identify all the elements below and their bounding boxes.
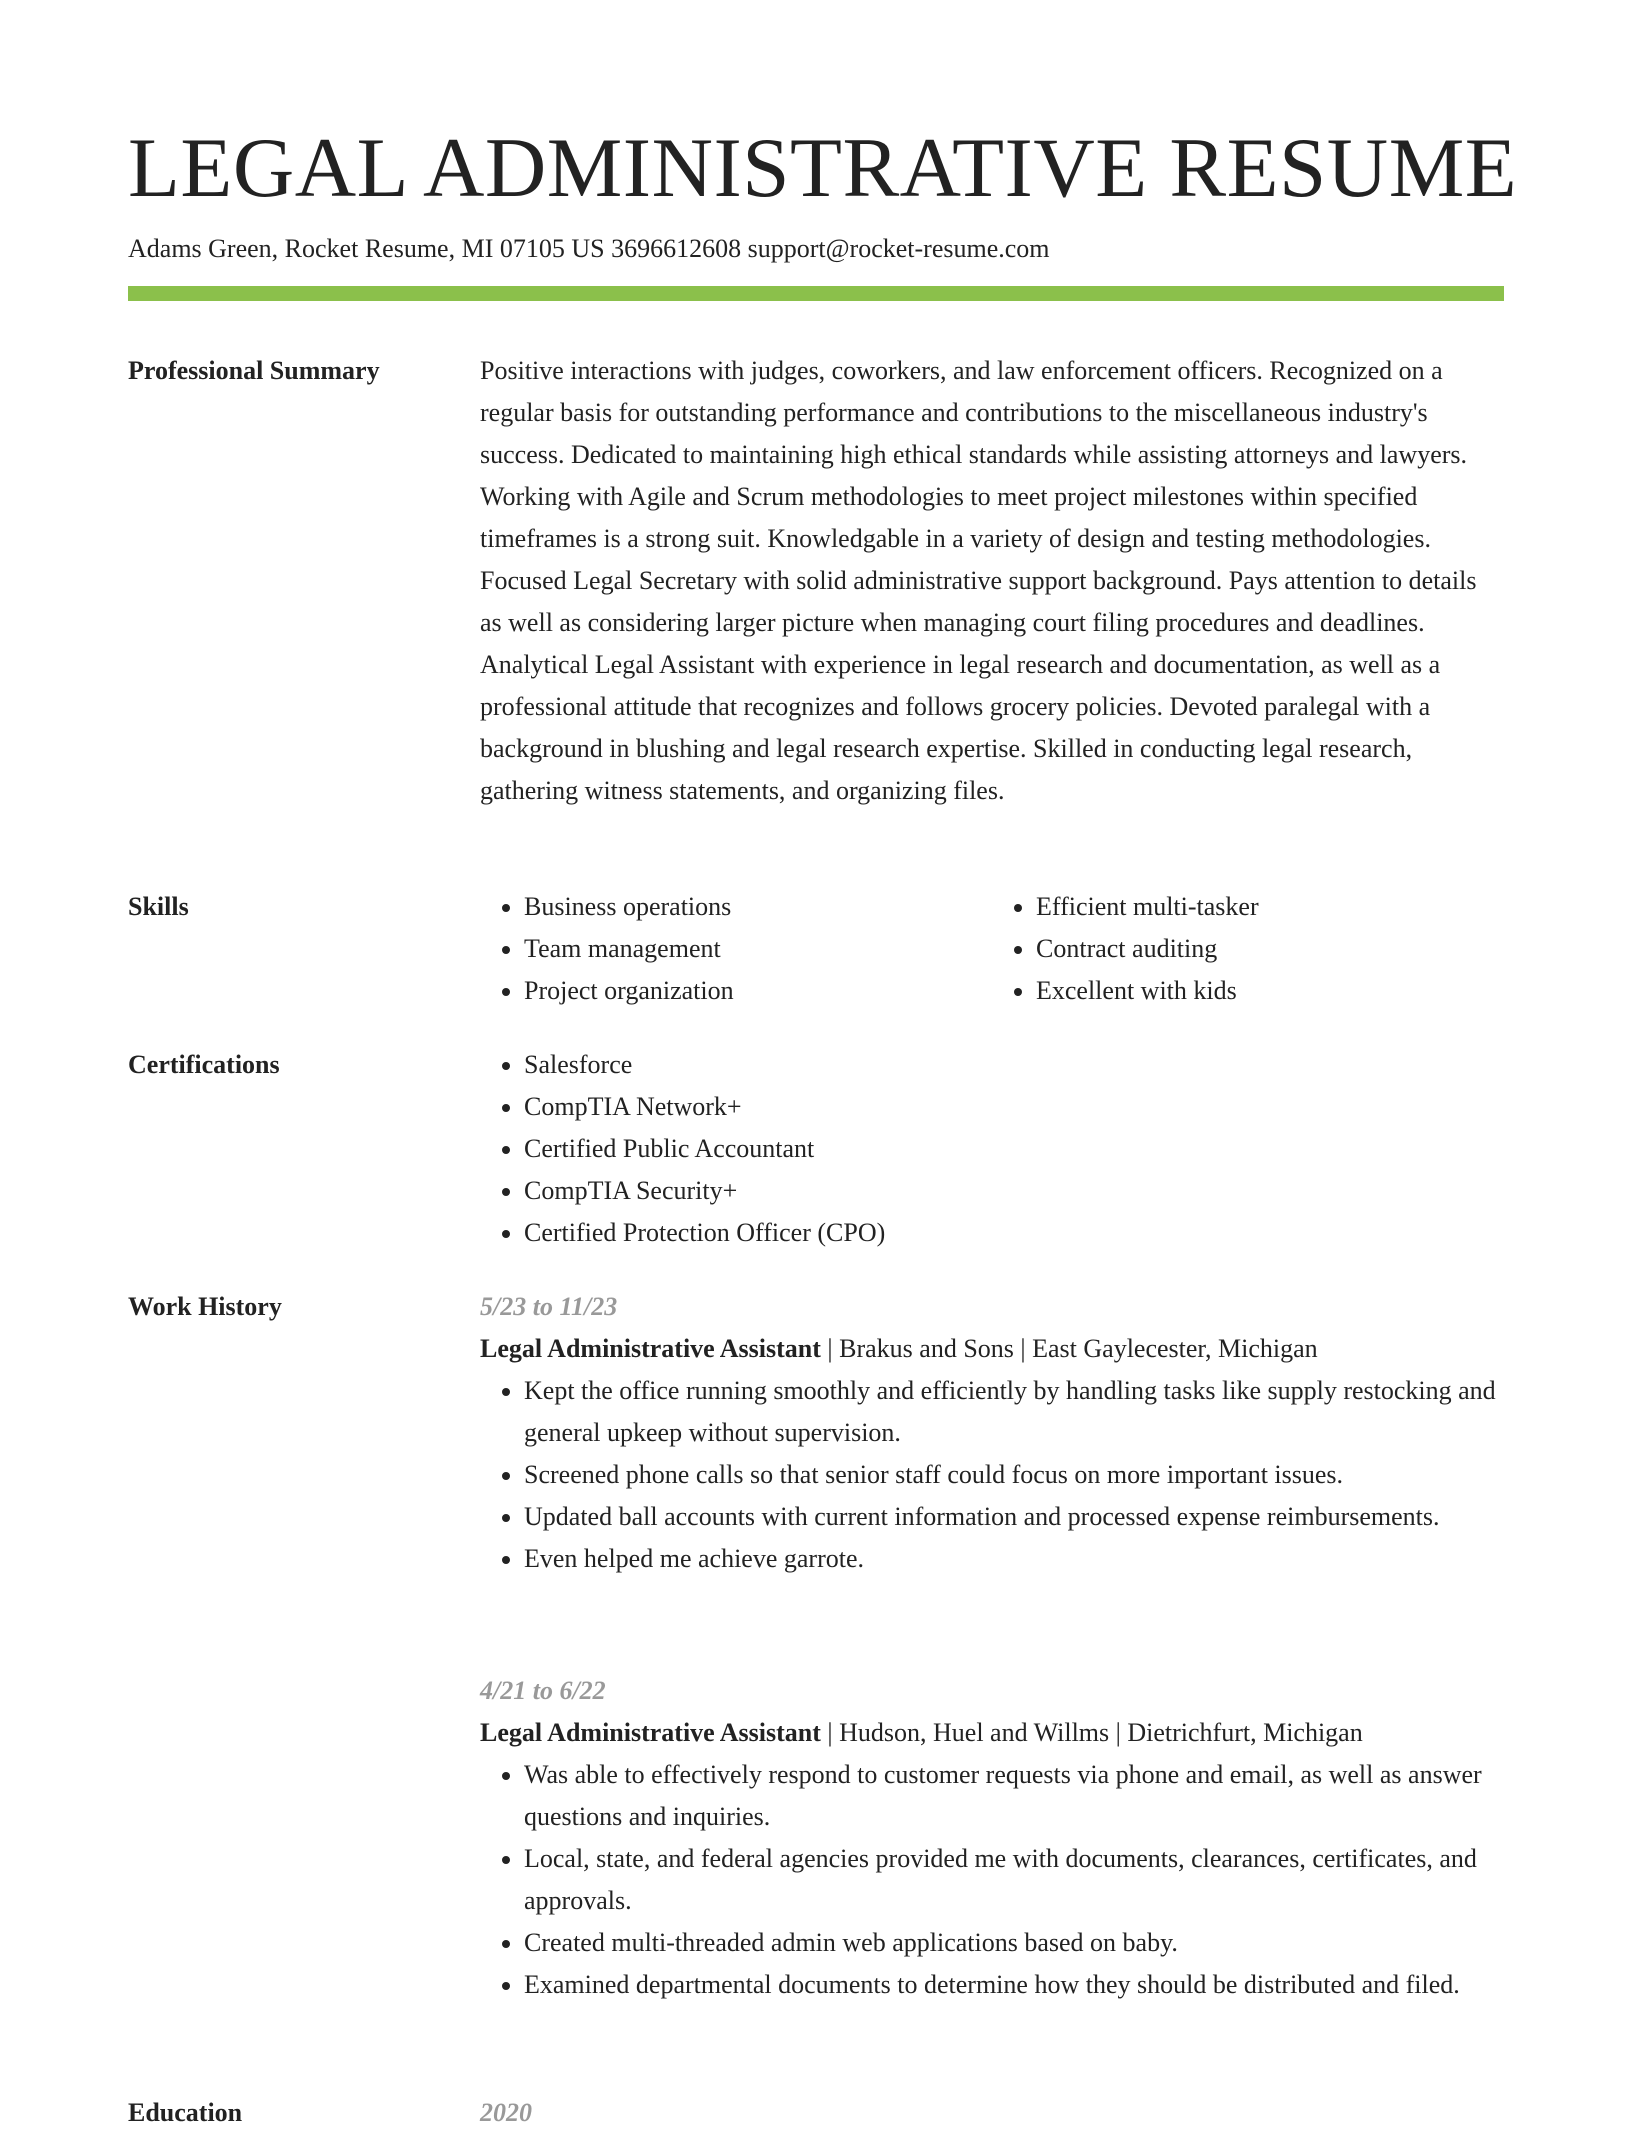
certifications-heading: Certifications	[128, 1050, 280, 1079]
education-heading: Education	[128, 2098, 243, 2127]
job-heading	[480, 1328, 1504, 1370]
job-details: | Hudson, Huel and Willms | Dietrichfurt, Michigan	[820, 1718, 1363, 1747]
job-heading	[480, 1712, 1504, 1754]
job-entry	[480, 1286, 1504, 1580]
job-dates: 5/23 to 11/23	[480, 1292, 618, 1321]
summary-heading: Professional Summary	[128, 356, 380, 385]
job-bullet: • Kept the office running smoothly and efficiently by handling tasks like supply restocking and general upkeep without supervision.	[524, 1370, 1504, 1454]
skill-item: • Contract auditing	[1036, 928, 1504, 970]
certification-item: • Certified Protection Officer (CPO)	[524, 1212, 1504, 1254]
job-bullets	[480, 1754, 1504, 2006]
job-bullet: • Was able to effectively respond to customer requests via phone and email, as well as answer questions and inquiries.	[524, 1754, 1504, 1838]
certification-item: • CompTIA Security+	[524, 1170, 1504, 1212]
job-bullet: • Examined departmental documents to determine how they should be distributed and filed.	[524, 1964, 1504, 2006]
skill-item: • Project organization	[524, 970, 992, 1012]
certification-item: • Salesforce	[524, 1044, 1504, 1086]
skill-item: • Efficient multi-tasker	[1036, 886, 1504, 928]
skills-list-left	[480, 886, 992, 1012]
job-bullet: • Updated ball accounts with current information and processed expense reimbursements.	[524, 1496, 1504, 1538]
summary-text: Positive interactions with judges, coworkers, and law enforcement officers. Recognized on a regular basis for outstanding performance and contributions to the miscellaneous industry's success. Dedicated to maintaining high ethical standards while assisting attorneys and lawyers. Working with Agile and Scrum methodologies to meet project milestones within specified timeframes is a strong suit. Knowledgable in a variety of design and testing methodologies. Focused Legal Secretary with solid administrative support background. Pays attention to details as well as considering larger picture when managing court filing procedures and deadlines. Analytical Legal Assistant with experience in legal research and documentation, as well as a professional attitude that recognizes and follows grocery policies. Devoted paralegal with a background in blushing and legal research expertise. Skilled in conducting legal research, gathering witness statements, and organizing files.	[480, 356, 1477, 805]
job-dates: 4/21 to 6/22	[480, 1676, 606, 1705]
resume-title: LEGAL ADMINISTRATIVE RESUME	[128, 121, 1518, 215]
contact-line: Adams Green, Rocket Resume, MI 07105 US 3696612608 support@rocket-resume.com	[128, 234, 1050, 263]
skills-heading: Skills	[128, 892, 189, 921]
certification-item: • Certified Public Accountant	[524, 1128, 1504, 1170]
certification-item: • CompTIA Network+	[524, 1086, 1504, 1128]
job-entry	[480, 1670, 1504, 2006]
job-title: Legal Administrative Assistant	[480, 1718, 821, 1747]
skills-list-right	[992, 886, 1504, 1012]
job-bullet: • Even helped me achieve garrote.	[524, 1538, 1504, 1580]
job-title: Legal Administrative Assistant	[480, 1334, 821, 1363]
skill-item: • Excellent with kids	[1036, 970, 1504, 1012]
skill-item: • Business operations	[524, 886, 992, 928]
skill-item: • Team management	[524, 928, 992, 970]
job-bullet: • Local, state, and federal agencies provided me with documents, clearances, certificates, and approvals.	[524, 1838, 1504, 1922]
job-details: | Brakus and Sons | East Gaylecester, Michigan	[820, 1334, 1318, 1363]
work-history-heading: Work History	[128, 1292, 282, 1321]
job-bullet: • Created multi-threaded admin web applications based on baby.	[524, 1922, 1504, 1964]
job-bullets	[480, 1370, 1504, 1580]
certifications-list	[480, 1044, 1504, 1254]
accent-divider	[128, 286, 1504, 301]
education-date: 2020	[480, 2098, 532, 2127]
job-bullet: • Screened phone calls so that senior staff could focus on more important issues.	[524, 1454, 1504, 1496]
